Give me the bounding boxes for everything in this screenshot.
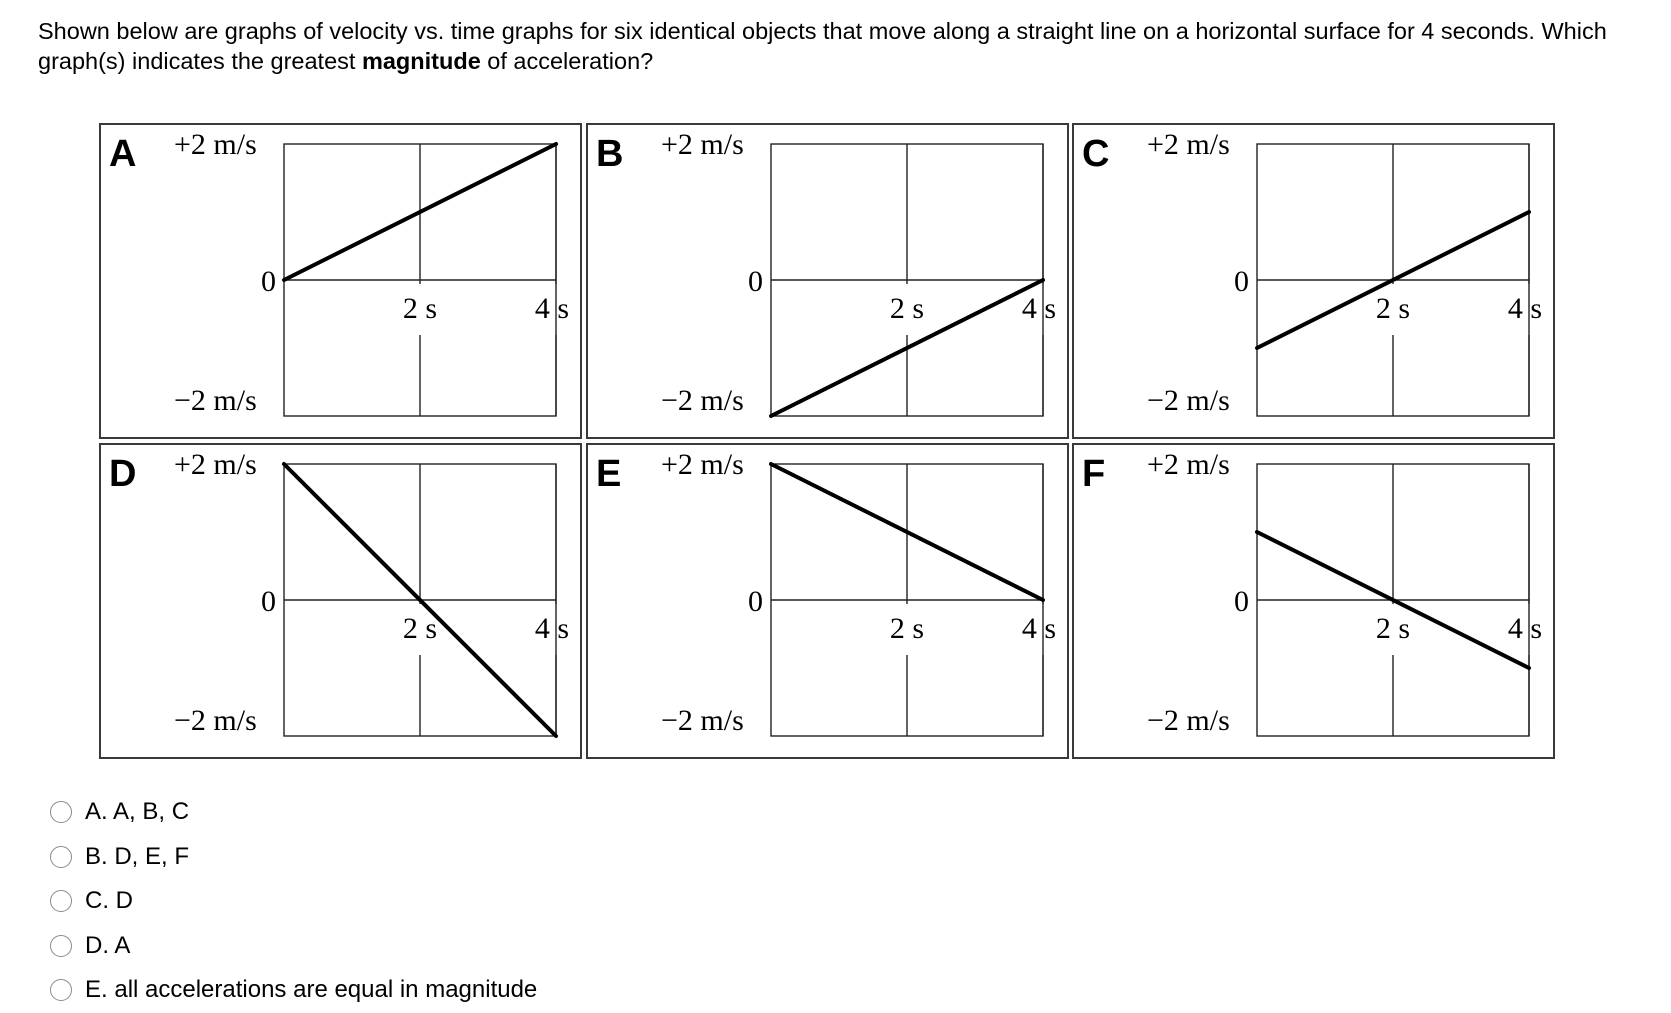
panel-letter: F bbox=[1082, 453, 1106, 495]
graph-panel-a bbox=[100, 124, 581, 438]
y-label-top: +2 m/s bbox=[661, 128, 744, 161]
graph-panel-c bbox=[1073, 124, 1554, 438]
panel-letter: D bbox=[109, 453, 137, 495]
y-label-zero: 0 bbox=[261, 265, 276, 298]
panel-border bbox=[1073, 124, 1554, 438]
y-label-bottom: −2 m/s bbox=[174, 704, 257, 737]
x-tick-label-2s: 2 s bbox=[889, 612, 925, 645]
y-label-zero: 0 bbox=[748, 265, 763, 298]
y-label-top: +2 m/s bbox=[1147, 128, 1230, 161]
choice-a[interactable]: A. A, B, C bbox=[50, 790, 537, 835]
y-label-top: +2 m/s bbox=[661, 448, 744, 481]
panel-border bbox=[100, 124, 581, 438]
y-label-zero: 0 bbox=[1234, 265, 1249, 298]
panel-border bbox=[100, 444, 581, 758]
choice-e[interactable]: E. all accelerations are equal in magnitude bbox=[50, 968, 537, 1013]
y-label-bottom: −2 m/s bbox=[174, 384, 257, 417]
choice-d[interactable]: D. A bbox=[50, 924, 537, 969]
panel-letter: C bbox=[1082, 133, 1110, 175]
radio-button[interactable] bbox=[50, 979, 72, 1001]
x-tick-label-4s: 4 s bbox=[1507, 292, 1543, 325]
panel-letter: A bbox=[109, 133, 137, 175]
radio-button[interactable] bbox=[50, 846, 72, 868]
panel-border bbox=[587, 124, 1068, 438]
panel-letter: B bbox=[596, 133, 624, 175]
y-label-bottom: −2 m/s bbox=[661, 384, 744, 417]
graph-panel-f bbox=[1073, 444, 1554, 758]
y-label-bottom: −2 m/s bbox=[1147, 704, 1230, 737]
graph-panel-e bbox=[587, 444, 1068, 758]
y-label-zero: 0 bbox=[261, 585, 276, 618]
graph-panel-b bbox=[587, 124, 1068, 438]
y-label-top: +2 m/s bbox=[1147, 448, 1230, 481]
y-label-top: +2 m/s bbox=[174, 128, 257, 161]
x-tick-label-2s: 2 s bbox=[402, 292, 438, 325]
question-text: Shown below are graphs of velocity vs. time graphs for six identical objects that move along a straight line on a horizontal surface for 4 seconds. Which graph(s) indicates the greatest magnitude of acceleration? bbox=[38, 18, 1607, 74]
radio-button[interactable] bbox=[50, 801, 72, 823]
question-bold-term: magnitude bbox=[361, 48, 481, 74]
x-tick-label-4s: 4 s bbox=[534, 292, 570, 325]
graph-panel-d bbox=[100, 444, 581, 758]
x-tick-label-2s: 2 s bbox=[1375, 612, 1411, 645]
y-label-bottom: −2 m/s bbox=[661, 704, 744, 737]
choice-b[interactable]: B. D, E, F bbox=[50, 835, 537, 880]
x-tick-label-4s: 4 s bbox=[1507, 612, 1543, 645]
x-tick-label-2s: 2 s bbox=[889, 292, 925, 325]
answer-choices bbox=[50, 790, 537, 1013]
panel-border bbox=[1073, 444, 1554, 758]
radio-button[interactable] bbox=[50, 935, 72, 957]
radio-button[interactable] bbox=[50, 890, 72, 912]
x-tick-label-4s: 4 s bbox=[1021, 292, 1057, 325]
y-label-zero: 0 bbox=[1234, 585, 1249, 618]
y-label-top: +2 m/s bbox=[174, 448, 257, 481]
panel-letter: E bbox=[596, 453, 622, 495]
x-tick-label-4s: 4 s bbox=[534, 612, 570, 645]
y-label-zero: 0 bbox=[748, 585, 763, 618]
choice-c[interactable]: C. D bbox=[50, 879, 537, 924]
x-tick-label-2s: 2 s bbox=[402, 612, 438, 645]
x-tick-label-2s: 2 s bbox=[1375, 292, 1411, 325]
y-label-bottom: −2 m/s bbox=[1147, 384, 1230, 417]
x-tick-label-4s: 4 s bbox=[1021, 612, 1057, 645]
